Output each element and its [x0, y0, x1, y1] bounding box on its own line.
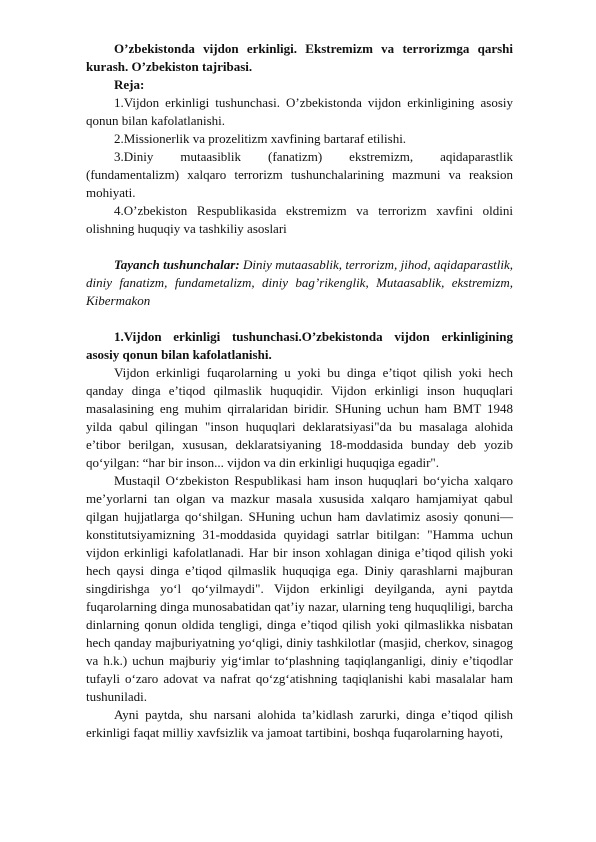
plan-item-4: 4.O’zbekiston Respublikasida ekstremizm va terrorizm xavfini oldini olishning huquqiy va tashkiliy asoslari — [86, 203, 513, 236]
plan-item-2: 2.Missionerlik va prozelitizm xavfining bartaraf etilishi. — [114, 131, 407, 146]
body-paragraph-2: Mustaqil O‘zbekiston Respublikasi ham inson huquqlari bo‘yicha xalqaro me’yorlarni tan olgan va mazkur masala xususida xalqaro hamjamiyat qabul qilgan hujjatlarga qo‘shilgan. SHuning uchun ham davlatimiz asosiy qonuni—konstitutsiyamizning 31-moddasida quyidagi satrlar bitilgan: "Hamma uchun vijdon erkinligi kafolatlanadi. Har bir inson xohlagan diniga e’tiqod qilish yoki hech qaysi dinga e’tiqod qilmaslik huquqiga ega. Diniy qarashlarni majburan singdirishga yo‘l qo‘yilmaydi". Vijdon erkinligi deyilganda, ayni paytda fuqarolarning dinga munosabatidan qat’iy nazar, ularning teng huquqliligi, barcha dinlarning qonun oldida tengligi, dinga e’tiqod qilish yoki qilmaslikka nisbatan hech qanday majburiyatning yo‘qligi, diniy tashkilotlar (masjid, cherkov, sinagog va h.k.) uchun majburiy yig‘imlar to‘plashning taqiqlanganligi, diniy e’tiqodlar tufayli o‘zaro adovat va nafrat qo‘zg‘atishning taqiqlanishi kabi masalalar ham tushuniladi. — [86, 473, 513, 704]
plan-item-3: 3.Diniy mutaasiblik (fanatizm) ekstremizm, aqidaparastlik (fundamentalizm) xalqaro terrorizm tushunchalarining mazmuni va reaksion mohiyati. — [86, 149, 513, 200]
spacer — [86, 310, 513, 328]
plan-item-1: 1.Vijdon erkinligi tushunchasi. O’zbekistonda vijdon erkinligining asosiy qonun bilan kafolatlanishi. — [86, 95, 513, 128]
keywords-label: Tayanch tushunchalar: — [114, 257, 240, 272]
keywords-paragraph — [86, 256, 513, 310]
document-page — [86, 40, 513, 742]
body-paragraph-3: Ayni paytda, shu narsani alohida ta’kidlash zarurki, dinga e’tiqod qilish erkinligi faqat milliy xavfsizlik va jamoat tartibini, boshqa fuqarolarning hayoti, — [86, 707, 513, 740]
spacer — [86, 238, 513, 256]
document-title: O’zbekistonda vijdon erkinligi. Ekstremizm va terrorizmga qarshi kurash. O’zbekiston tajribasi. — [86, 41, 513, 74]
plan-label: Reja: — [114, 77, 145, 92]
body-paragraph-1: Vijdon erkinligi fuqarolarning u yoki bu dinga e’tiqot qilish yoki hech qanday dinga e’tiqod qilmaslik huquqidir. Vijdon erkinligi inson huquqlari masalasining eng muhim qirralaridan biridir. SHuning uchun ham BMT 1948 yilda qabul qilingan "inson huquqlari deklaratsiyasi"da bu masalaga alohida e’tibor berilgan, xususan, deklaratsiyaning 18-moddasida bunday deb yozib qo‘yilgan: “har bir inson... vijdon va din erkinligi huquqiga egadir". — [86, 365, 513, 470]
section-heading: 1.Vijdon erkinligi tushunchasi.O’zbekistonda vijdon erkinligining asosiy qonun bilan kafolatlanishi. — [86, 329, 513, 362]
keywords-text: Diniy mutaasablik, terrorizm, jihod, aqidaparastlik, diniy fanatizm, fundametalizm, diniy bag’rikenglik, Mutaasablik, ekstremizm, Kibermakon — [86, 257, 513, 308]
